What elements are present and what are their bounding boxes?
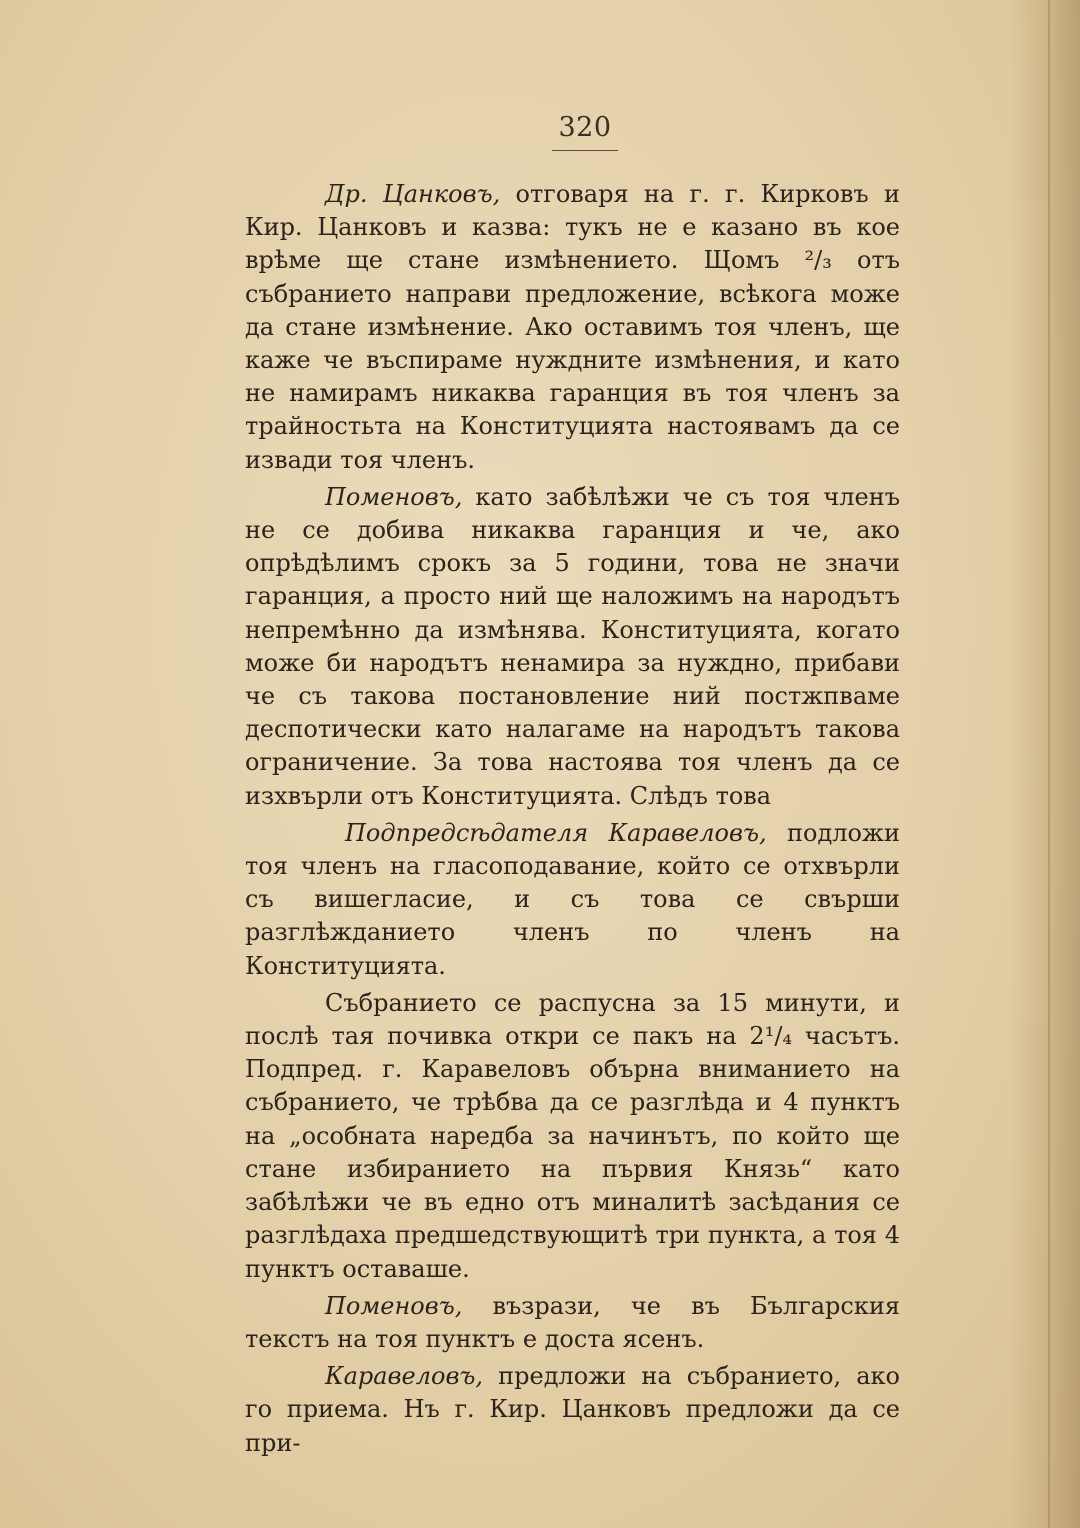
paragraph-text: като забѣлѣжи че съ тоя членъ не се добива никаква гаранция и че, ако опрѣдѣлимъ срокъ за 5 години, това не значи гаранция, а просто ний ще наложимъ на народътъ непремѣнно да измѣнява. Конституцията, когато може би народътъ ненамира за нуждно, прибави че съ такова постановление ний постжпваме деспотически като налагаме на народътъ такова ограничение. За това настоява тоя членъ да се изхвърли отъ Конституцията. Слѣдъ това [245, 482, 900, 810]
paragraph [245, 178, 900, 477]
speaker-name: Каравеловъ, [325, 1362, 484, 1391]
paragraph-text: подложи тоя членъ на гласоподавание, който се отхвърли съ вишегласие, и съ това се свърши разглѣжданието членъ по членъ на Конституцията. [245, 818, 900, 980]
speaker-name: Поменовъ, [325, 482, 463, 511]
paragraph-text: предложи на събранието, ако го приема. Нъ г. Кир. Цанковъ предложи да се при- [245, 1362, 900, 1457]
page-number-underline [552, 150, 618, 151]
paragraph [245, 817, 900, 983]
paragraph [245, 987, 900, 1286]
paragraph-text: възрази, че въ Българския текстъ на тоя пунктъ е доста ясенъ. [245, 1291, 900, 1353]
paragraph [245, 481, 900, 813]
body-text [245, 178, 900, 1460]
paragraph-text: отговаря на г. г. Кирковъ и Кир. Цанковъ и казва: тукъ не е казано въ кое врѣме ще стане измѣнението. Щомъ ²/₃ отъ събранието направи предложение, всѣкога може да стане измѣнение. Ако оставимъ тоя членъ, ще каже че въспираме нуждните измѣнения, и като не намирамъ никаква гаранция въ тоя членъ за трайностьта на Конституцията настоявамъ да се извади тоя членъ. [245, 180, 900, 474]
paragraph-text: Събранието се распусна за 15 минути, и послѣ тая почивка откри се пакъ на 2¹/₄ часътъ. Подпред. г. Каравеловъ обърна вниманието на събранието, че трѣбва да се разглѣда и 4 пунктъ на „особната наредба за начинътъ, по който ще стане избиранието на първия Князь“ като забѣлѣжи че въ едно отъ миналитѣ засѣдания се разглѣдаха предшедствующитѣ три пункта, а тоя 4 пунктъ оставаше. [245, 988, 900, 1283]
speaker-name: Поменовъ, [325, 1291, 463, 1320]
page-fold-line [1048, 0, 1050, 1528]
speaker-name: Подпредсѣдателя Каравеловъ, [345, 818, 767, 847]
page-number: 320 [558, 112, 612, 143]
paragraph [245, 1290, 900, 1356]
speaker-name: Др. Цанковъ, [325, 180, 501, 208]
paragraph [245, 1360, 900, 1460]
